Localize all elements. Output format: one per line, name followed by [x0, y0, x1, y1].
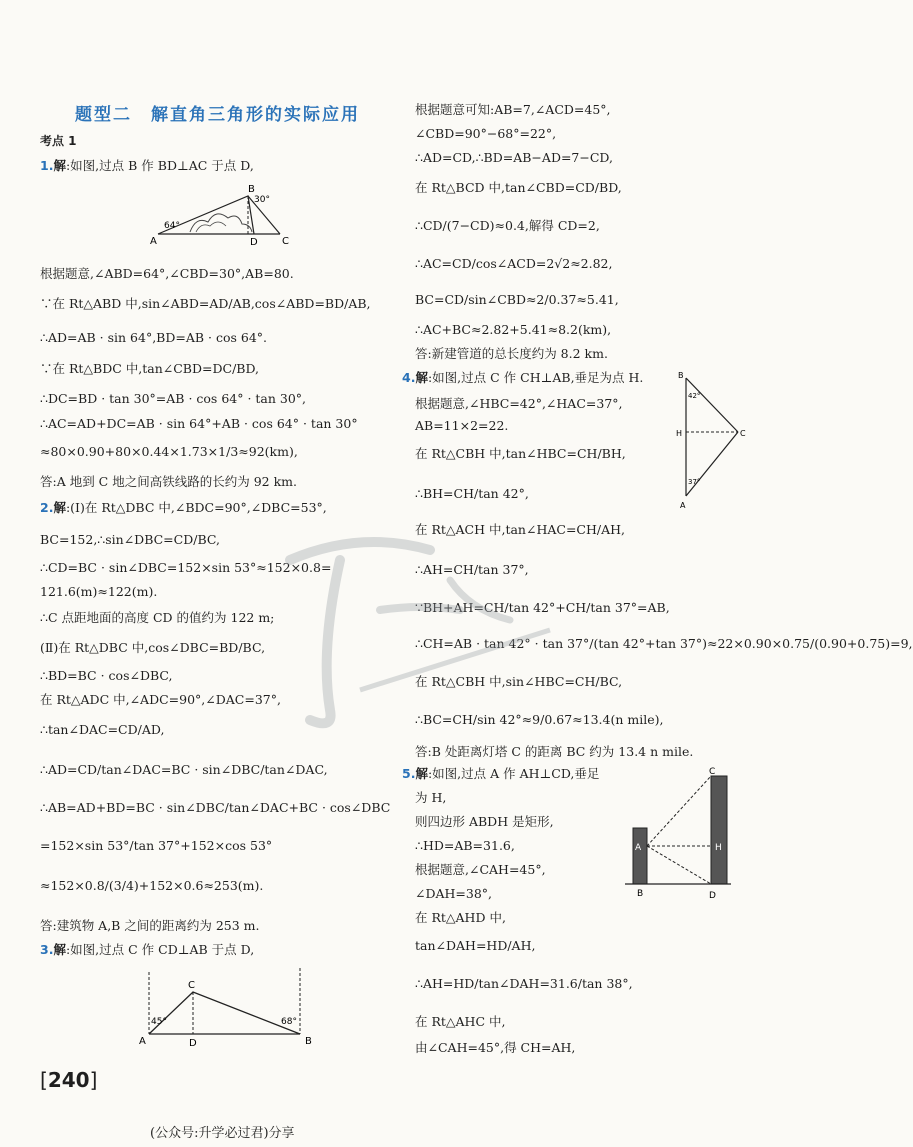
p2-l2: BC=152,∴sin∠DBC=CD/BC, — [40, 532, 220, 547]
p4-l2: 根据题意,∠HBC=42°,∠HAC=37°, — [415, 396, 623, 411]
p4-l11: ∴BC=CH/sin 42°≈9/0.67≈13.4(n mile), — [415, 712, 664, 727]
watermark-logo — [250, 520, 570, 750]
fig1-D: D — [250, 237, 258, 248]
p5-l8: tan∠DAH=HD/AH, — [415, 938, 536, 953]
p5-l6: ∠DAH=38°, — [415, 886, 493, 901]
fig1-angle-64: 64° — [164, 221, 180, 231]
p5-l3: 则四边形 ABDH 是矩形, — [415, 814, 554, 829]
problem-4-line-1: 4.解:如图,过点 C 作 CH⊥AB,垂足为点 H. — [402, 370, 644, 385]
problem-5-line-1: 5.解:如图,过点 A 作 AH⊥CD,垂足 — [402, 766, 600, 781]
fig3-C: C — [188, 980, 195, 991]
fig5-H: H — [715, 843, 722, 853]
p1-l4: ∴AD=AB · sin 64°,BD=AB · cos 64°. — [40, 330, 268, 345]
figure-3 — [135, 962, 325, 1052]
fig1-C: C — [282, 236, 289, 247]
p2-l11: ∴AB=AD+BD=BC · sin∠DBC/tan∠DAC+BC · cos∠DBC — [40, 800, 391, 815]
problem-3-line-1: 3.解:如图,过点 C 作 CD⊥AB 于点 D, — [40, 942, 255, 957]
problem-1-line-1: 1.解:如图,过点 B 作 BD⊥AC 于点 D, — [40, 158, 254, 173]
p1-l7: ∴AC=AD+DC=AB · sin 64°+AB · cos 64° · tan 30° — [40, 416, 358, 431]
p2-l9: ∴tan∠DAC=CD/AD, — [40, 722, 165, 737]
p5-l10: 在 Rt△AHC 中, — [415, 1014, 506, 1029]
fig1-A: A — [150, 236, 157, 247]
fig1-B: B — [248, 184, 255, 195]
p1-l2: 根据题意,∠ABD=64°,∠CBD=30°,AB=80. — [40, 266, 294, 281]
p3c-l9: 答:新建管道的总长度约为 8.2 km. — [415, 346, 608, 361]
p4-l9: ∴CH=AB · tan 42° · tan 37°/(tan 42°+tan 37°)≈22×0.90×0.75/(0.90+0.75)=9, — [415, 636, 913, 651]
p3c-l7: BC=CD/sin∠CBD≈2/0.37≈5.41, — [415, 292, 619, 307]
p5-l5: 根据题意,∠CAH=45°, — [415, 862, 546, 877]
p1-l5: ∵在 Rt△BDC 中,tan∠CBD=DC/BD, — [40, 361, 260, 376]
p1-l8: ≈80×0.90+80×0.44×1.73×1/3≈92(km), — [40, 444, 298, 459]
section-title: 题型二 解直角三角形的实际应用 — [75, 105, 360, 125]
p3c-l3: ∴AD=CD,∴BD=AB−AD=7−CD, — [415, 150, 613, 165]
p2-l6: (Ⅱ)在 Rt△DBC 中,cos∠DBC=BD/BC, — [40, 640, 266, 655]
p2-l12: =152×sin 53°/tan 37°+152×cos 53° — [40, 838, 273, 853]
fig3-angle-45: 45° — [151, 1017, 167, 1027]
p3c-l4: 在 Rt△BCD 中,tan∠CBD=CD/BD, — [415, 180, 622, 195]
fig1-angle-30: 30° — [254, 195, 270, 205]
page-number: [240] — [40, 1068, 98, 1092]
p3c-l6: ∴AC=CD/cos∠ACD=2√2≈2.82, — [415, 256, 613, 271]
p2-l4: 121.6(m)≈122(m). — [40, 584, 158, 599]
p4-l7: ∴AH=CH/tan 37°, — [415, 562, 529, 577]
fig4-H: H — [676, 429, 683, 438]
problem-2-line-1: 2.解:(Ⅰ)在 Rt△DBC 中,∠BDC=90°,∠DBC=53°, — [40, 500, 327, 515]
p4-l3: AB=11×2=22. — [415, 418, 509, 433]
figure-4 — [672, 366, 752, 516]
fig3-D: D — [189, 1038, 197, 1049]
p4-l5: ∴BH=CH/tan 42°, — [415, 486, 529, 501]
figure-1 — [150, 182, 300, 250]
fig4-angle-37: 37° — [688, 478, 701, 486]
p2-l10: ∴AD=CD/tan∠DAC=BC · sin∠DBC/tan∠DAC, — [40, 762, 328, 777]
p1-l9: 答:A 地到 C 地之间高铁线路的长约为 92 km. — [40, 474, 297, 489]
p1-l3: ∵在 Rt△ABD 中,sin∠ABD=AD/AB,cos∠ABD=BD/AB, — [40, 296, 371, 311]
fig3-A: A — [139, 1036, 146, 1047]
p3c-l2: ∠CBD=90°−68°=22°, — [415, 126, 557, 141]
fig4-angle-42: 42° — [688, 392, 701, 400]
p2-l3: ∴CD=BC · sin∠DBC=152×sin 53°≈152×0.8= — [40, 560, 332, 575]
topic-label: 考点 1 — [40, 134, 77, 148]
p2-l8: 在 Rt△ADC 中,∠ADC=90°,∠DAC=37°, — [40, 692, 281, 707]
fig3-angle-68: 68° — [281, 1017, 297, 1027]
fig4-A: A — [680, 501, 686, 510]
fig4-C: C — [740, 429, 746, 438]
p4-l12: 答:B 处距离灯塔 C 的距离 BC 约为 13.4 n mile. — [415, 744, 694, 759]
fig5-D: D — [709, 891, 716, 901]
p4-l6: 在 Rt△ACH 中,tan∠HAC=CH/AH, — [415, 522, 626, 537]
p4-l10: 在 Rt△CBH 中,sin∠HBC=CH/BC, — [415, 674, 623, 689]
p3c-l5: ∴CD/(7−CD)≈0.4,解得 CD=2, — [415, 218, 600, 233]
p5-l7: 在 Rt△AHD 中, — [415, 910, 506, 925]
p2-l5: ∴C 点距地面的高度 CD 的值约为 122 m; — [40, 610, 275, 625]
p4-l4: 在 Rt△CBH 中,tan∠HBC=CH/BH, — [415, 446, 626, 461]
p2-l14: 答:建筑物 A,B 之间的距离约为 253 m. — [40, 918, 260, 933]
p1-l6: ∴DC=BD · tan 30°=AB · cos 64° · tan 30°, — [40, 391, 307, 406]
p3c-l1: 根据题意可知:AB=7,∠ACD=45°, — [415, 102, 611, 117]
p5-l11: 由∠CAH=45°,得 CH=AH, — [415, 1040, 576, 1055]
p5-l2: 为 H, — [415, 790, 447, 805]
p5-l9: ∴AH=HD/tan∠DAH=31.6/tan 38°, — [415, 976, 633, 991]
footer-note: (公众号:升学必过君)分享 — [150, 1126, 295, 1141]
fig3-B: B — [305, 1036, 312, 1047]
fig5-C: C — [709, 767, 716, 777]
fig5-B: B — [637, 889, 644, 899]
fig4-B: B — [678, 371, 684, 380]
figure-5 — [625, 764, 735, 904]
p3c-l8: ∴AC+BC≈2.82+5.41≈8.2(km), — [415, 322, 612, 337]
p5-l4: ∴HD=AB=31.6, — [415, 838, 515, 853]
p4-l8: ∵BH+AH=CH/tan 42°+CH/tan 37°=AB, — [415, 600, 670, 615]
p2-l7: ∴BD=BC · cos∠DBC, — [40, 668, 173, 683]
fig5-A: A — [635, 843, 642, 853]
p2-l13: ≈152×0.8/(3/4)+152×0.6≈253(m). — [40, 878, 264, 893]
